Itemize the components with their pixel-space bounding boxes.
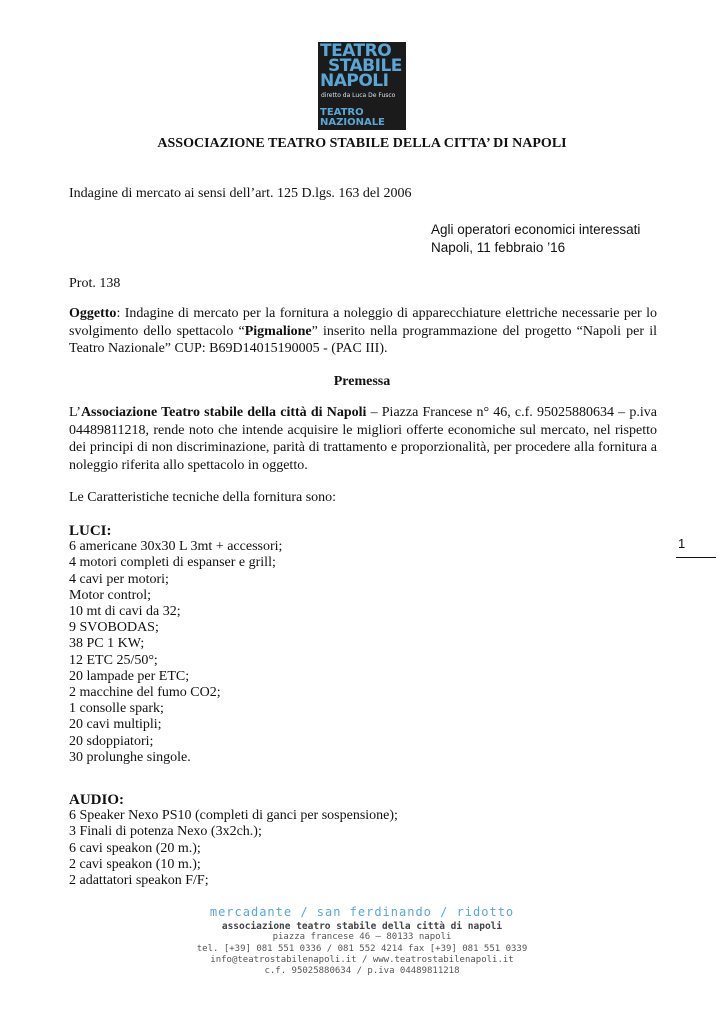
- list-item: 20 cavi multipli;: [69, 717, 162, 733]
- premessa-paragraph: [69, 404, 657, 474]
- caratteristiche-line: Le Caratteristiche tecniche della fornitura sono:: [69, 490, 337, 505]
- list-item: 38 PC 1 KW;: [69, 636, 145, 652]
- list-item: 20 sdoppiatori;: [69, 733, 154, 749]
- list-item: 2 adattatori speakon F/F;: [69, 873, 209, 889]
- premessa-prefix: L’: [69, 405, 81, 420]
- logo-line-napoli: NAPOLI: [320, 71, 389, 91]
- oggetto-text-2: ” inserito nella programmazione del progetto “Napoli per il Teatro Nazionale” CUP: B69D14015190005 - (PAC III).: [69, 323, 658, 356]
- association-name: Associazione Teatro stabile della città di Napoli: [80, 405, 367, 420]
- oggetto-label: Oggetto: [69, 306, 117, 321]
- footer-address: piazza francese 46 – 80133 napoli: [272, 932, 452, 943]
- list-item: 2 macchine del fumo CO2;: [69, 685, 221, 701]
- letterhead-footer: [0, 905, 724, 977]
- footer-venues: mercadante / san ferdinando / ridotto: [209, 905, 515, 919]
- list-item: 9 SVOBODAS;: [69, 620, 159, 636]
- logo-line-nazionale: NAZIONALE: [320, 117, 385, 128]
- oggetto-text-1: : Indagine di mercato per la fornitura a noleggio di apparecchiature elettriche necessarie per lo svolgimento dello spettacolo “: [69, 306, 657, 339]
- logo-line-teatro: TEATRO: [320, 42, 392, 61]
- list-item: 4 motori completi di espanser e grill;: [69, 555, 276, 571]
- page-number: [676, 536, 716, 558]
- page-number-text: 1: [678, 536, 686, 551]
- oggetto-paragraph: [69, 305, 657, 358]
- show-title: Pigmalione: [244, 323, 312, 339]
- list-item: 6 cavi speakon (20 m.);: [69, 840, 201, 856]
- footer-fiscal: c.f. 95025880634 / p.iva 04489811218: [264, 966, 460, 977]
- place-date-line: Napoli, 11 febbraio ’16: [431, 240, 566, 255]
- list-item: 2 cavi speakon (10 m.);: [69, 856, 201, 872]
- luci-heading: LUCI:: [69, 523, 112, 539]
- list-item: 20 lampade per ETC;: [69, 668, 190, 684]
- teatro-stabile-logo: [318, 42, 406, 130]
- footer-phones: tel. [+39] 081 551 0336 / 081 552 4214 fax [+39] 081 551 0339: [196, 943, 528, 954]
- premessa-text: – Piazza Francese n° 46, c.f. 95025880634 – p.iva 04489811218, rende noto che intende acquisire le migliori offerte economiche sul mercato, nel rispetto dei principi di non discriminazione, parità di trattamento e proporzionalità, per procedere alla fornitura a noleggio riferita allo spettacolo in oggetto.: [69, 405, 657, 473]
- logo-line-director: diretto da Luca De Fusco: [321, 92, 396, 99]
- premessa-heading: Premessa: [333, 374, 391, 389]
- protocol-number: Prot. 138: [69, 276, 121, 291]
- indagine-line: Indagine di mercato ai sensi dell’art. 125 D.lgs. 163 del 2006: [69, 186, 412, 201]
- audio-list: [69, 792, 398, 889]
- recipient-line: Agli operatori economici interessati: [431, 222, 641, 237]
- logo-line-teatro-2: TEATRO: [320, 107, 364, 118]
- list-item: 12 ETC 25/50°;: [69, 652, 158, 668]
- list-item: 1 consolle spark;: [69, 701, 164, 717]
- list-item: 10 mt di cavi da 32;: [69, 604, 181, 620]
- list-item: 4 cavi per motori;: [69, 571, 169, 587]
- logo-line-stabile: STABILE: [328, 56, 402, 76]
- list-item: 3 Finali di potenza Nexo (3x2ch.);: [69, 824, 262, 840]
- luci-list: [69, 523, 282, 766]
- footer-web: info@teatrostabilenapoli.it / www.teatrostabilenapoli.it: [210, 954, 514, 965]
- audio-heading: AUDIO:: [69, 792, 124, 808]
- footer-association: associazione teatro stabile della città di napoli: [221, 921, 503, 932]
- list-item: 30 prolunghe singole.: [69, 749, 191, 765]
- list-item: 6 Speaker Nexo PS10 (completi di ganci per sospensione);: [69, 808, 398, 824]
- list-item: 6 americane 30x30 L 3mt + accessori;: [69, 539, 283, 555]
- organization-title: ASSOCIAZIONE TEATRO STABILE DELLA CITTA’ DI NAPOLI: [157, 136, 567, 151]
- list-item: Motor control;: [69, 587, 152, 603]
